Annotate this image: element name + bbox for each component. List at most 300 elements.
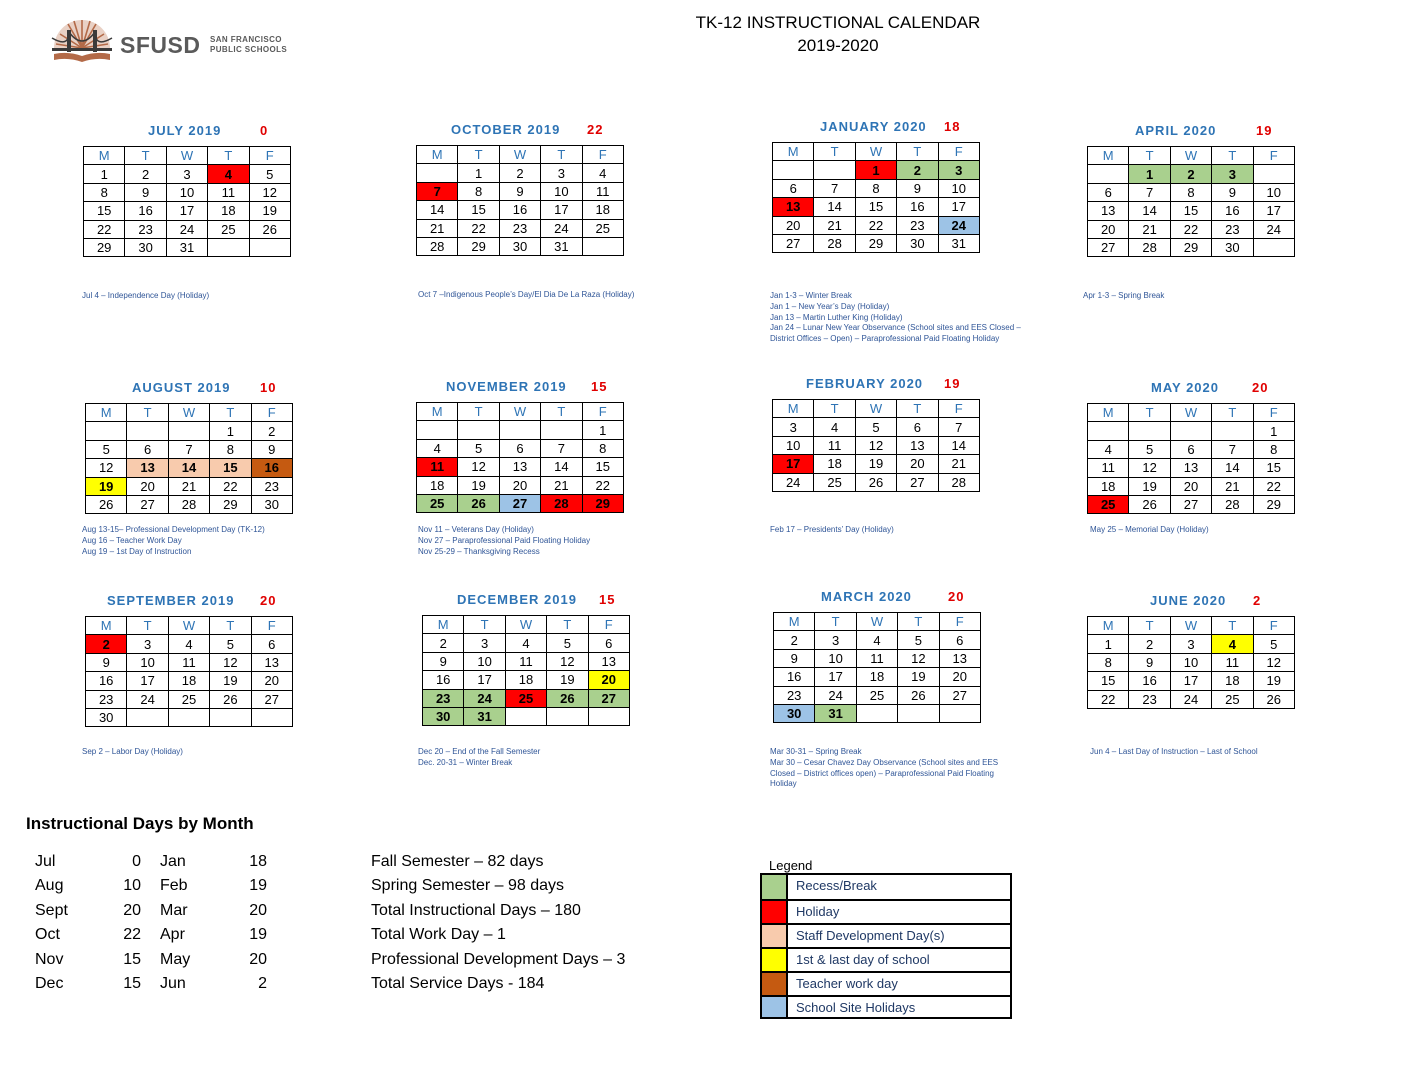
golden-gate-bridge-icon (50, 14, 114, 68)
month-header (1087, 380, 1297, 398)
day-cell: 9 (897, 179, 938, 197)
day-cell: 26 (898, 686, 939, 704)
day-cell: 31 (464, 707, 505, 725)
day-cell: 27 (1088, 238, 1129, 256)
page-title: TK-12 INSTRUCTIONAL CALENDAR (695, 13, 981, 32)
day-cell: 21 (417, 219, 458, 237)
day-cell: 6 (499, 439, 540, 457)
day-cell: 18 (1088, 477, 1129, 495)
month-header (422, 592, 632, 610)
month-name: AUGUST 2019 (132, 380, 231, 395)
day-cell: 17 (541, 201, 582, 219)
day-cell: 4 (582, 164, 623, 182)
day-cell: 19 (86, 477, 127, 495)
day-cell: 17 (1253, 202, 1294, 220)
month-header (416, 379, 626, 397)
day-cell: 7 (1129, 183, 1170, 201)
weekday-header: T (125, 147, 166, 165)
weekday-header: F (1253, 147, 1294, 165)
summary-line: Professional Development Days – 3 (371, 950, 626, 968)
day-cell: 22 (1088, 690, 1129, 708)
day-cell: 3 (127, 635, 168, 653)
month-header (85, 380, 295, 398)
empty-cell (582, 237, 623, 255)
legend-label: Recess/Break (796, 878, 877, 893)
weekday-header: F (582, 146, 623, 164)
weekday-header: T (208, 147, 249, 165)
day-cell: 18 (505, 671, 546, 689)
day-cell: 29 (210, 495, 251, 513)
day-cell: 28 (1212, 495, 1253, 513)
day-cell: 11 (856, 649, 897, 667)
note-line: Mar 30 – Cesar Chavez Day Observance (School sites and EES (770, 757, 999, 767)
day-cell: 4 (168, 635, 209, 653)
day-cell: 18 (1212, 672, 1253, 690)
month-calendar (773, 589, 983, 723)
day-cell: 22 (582, 476, 623, 494)
month-label: May (160, 950, 191, 968)
legend-label: School Site Holidays (796, 1000, 916, 1015)
day-cell: 3 (773, 418, 814, 436)
day-cell: 24 (815, 686, 856, 704)
day-cell: 6 (127, 440, 168, 458)
day-cell: 7 (814, 179, 855, 197)
day-cell: 23 (774, 686, 815, 704)
month-table (85, 616, 293, 727)
legend-swatch (762, 901, 788, 923)
day-cell: 12 (1253, 653, 1294, 671)
legend-swatch (762, 875, 788, 899)
day-cell: 26 (249, 220, 290, 238)
day-cell: 4 (1212, 635, 1253, 653)
empty-cell (127, 422, 168, 440)
day-cell: 27 (499, 494, 540, 512)
day-cell: 26 (86, 495, 127, 513)
day-cell: 16 (251, 459, 292, 477)
day-cell: 15 (1253, 459, 1294, 477)
day-cell: 30 (1212, 238, 1253, 256)
day-cell: 28 (541, 494, 582, 512)
weekday-header: T (464, 616, 505, 634)
day-cell: 30 (774, 704, 815, 722)
month-label: Jul (35, 853, 56, 870)
day-cell: 3 (815, 631, 856, 649)
day-cell: 14 (541, 458, 582, 476)
day-cell: 2 (423, 634, 464, 652)
day-cell: 31 (541, 237, 582, 255)
day-cell: 31 (938, 234, 979, 252)
day-cell: 12 (249, 183, 290, 201)
summary-line: Fall Semester – 82 days (371, 853, 544, 870)
day-cell: 10 (938, 179, 979, 197)
day-cell: 19 (855, 455, 896, 473)
day-cell: 1 (84, 165, 125, 183)
weekday-header: T (541, 146, 582, 164)
day-cell: 17 (127, 672, 168, 690)
day-cell: 29 (1253, 495, 1294, 513)
day-cell: 8 (582, 439, 623, 457)
note-line: Jan 13 – Martin Luther King (Holiday) (770, 312, 903, 322)
note-line: Dec. 20-31 – Winter Break (418, 757, 513, 767)
month-name: JULY 2019 (148, 123, 222, 138)
weekday-header: T (547, 616, 588, 634)
day-cell: 12 (458, 458, 499, 476)
note-line: Dec 20 – End of the Fall Semester (418, 747, 541, 756)
day-cell: 5 (898, 631, 939, 649)
day-cell: 23 (251, 477, 292, 495)
day-cell: 24 (166, 220, 207, 238)
weekday-header: F (938, 400, 979, 418)
day-cell: 12 (855, 436, 896, 454)
day-cell: 29 (582, 494, 623, 512)
month-name: JANUARY 2020 (820, 119, 927, 134)
summary-line: Total Service Days - 184 (371, 975, 545, 992)
month-header (773, 589, 983, 607)
month-table (773, 612, 981, 723)
day-cell: 6 (1088, 183, 1129, 201)
day-cell: 7 (938, 418, 979, 436)
day-cell: 9 (499, 182, 540, 200)
day-cell: 2 (1170, 165, 1211, 183)
day-cell: 6 (588, 634, 629, 652)
day-cell: 10 (166, 183, 207, 201)
day-cell: 25 (814, 473, 855, 491)
month-header (772, 376, 982, 394)
day-cell: 11 (814, 436, 855, 454)
day-cell: 7 (541, 439, 582, 457)
day-cell: 24 (1170, 690, 1211, 708)
day-cell: 3 (541, 164, 582, 182)
empty-cell (856, 704, 897, 722)
empty-cell (168, 422, 209, 440)
day-cell: 21 (168, 477, 209, 495)
legend-item (762, 971, 1010, 995)
month-notes (82, 525, 342, 557)
empty-cell (1253, 238, 1294, 256)
empty-cell (1088, 422, 1129, 440)
day-cell: 5 (210, 635, 251, 653)
month-name: MARCH 2020 (821, 589, 912, 604)
weekday-header: T (814, 400, 855, 418)
day-cell: 26 (547, 689, 588, 707)
day-cell: 22 (1170, 220, 1211, 238)
legend-item (762, 875, 1010, 899)
note-line: Jul 4 – Independence Day (Holiday) (82, 291, 210, 300)
month-calendar (416, 379, 626, 513)
day-cell: 30 (86, 708, 127, 726)
month-header (1087, 123, 1297, 141)
note-line: Aug 13-15– Professional Development Day (TK-12) (82, 525, 265, 534)
empty-cell (547, 707, 588, 725)
day-cell: 9 (1212, 183, 1253, 201)
weekday-header: W (168, 617, 209, 635)
empty-cell (814, 161, 855, 179)
weekday-header: F (1253, 404, 1294, 422)
day-cell: 23 (1212, 220, 1253, 238)
day-cell: 16 (774, 668, 815, 686)
weekday-header: W (855, 400, 896, 418)
day-cell: 22 (855, 216, 896, 234)
day-cell: 26 (1129, 495, 1170, 513)
day-cell: 27 (251, 690, 292, 708)
empty-cell (1212, 422, 1253, 440)
day-cell: 17 (464, 671, 505, 689)
day-cell: 29 (1170, 238, 1211, 256)
empty-cell (458, 421, 499, 439)
day-cell: 15 (855, 198, 896, 216)
day-cell: 15 (84, 202, 125, 220)
day-cell: 13 (1170, 459, 1211, 477)
day-cell: 16 (1129, 672, 1170, 690)
empty-cell (127, 708, 168, 726)
day-cell: 23 (1129, 690, 1170, 708)
logo-wordmark: SFUSD (120, 32, 201, 58)
month-notes (418, 525, 678, 557)
weekday-header: F (251, 404, 292, 422)
day-cell: 14 (938, 436, 979, 454)
month-header (83, 123, 293, 141)
month-header (772, 119, 982, 137)
month-header (1087, 593, 1297, 611)
day-cell: 9 (86, 653, 127, 671)
day-cell: 4 (814, 418, 855, 436)
month-days: 20 (249, 901, 267, 919)
day-cell: 21 (814, 216, 855, 234)
empty-cell (1253, 165, 1294, 183)
day-cell: 22 (458, 219, 499, 237)
day-cell: 1 (458, 164, 499, 182)
day-cell: 2 (86, 635, 127, 653)
legend-item (762, 947, 1010, 971)
month-notes (1090, 747, 1350, 758)
day-cell: 18 (168, 672, 209, 690)
summary-line: Spring Semester – 98 days (371, 877, 564, 895)
month-table (416, 145, 624, 256)
weekday-header: W (855, 143, 896, 161)
day-cell: 17 (773, 455, 814, 473)
day-cell: 3 (464, 634, 505, 652)
day-cell: 4 (1088, 440, 1129, 458)
weekday-header: T (127, 617, 168, 635)
empty-cell (249, 238, 290, 256)
day-cell: 24 (541, 219, 582, 237)
weekday-header: W (499, 146, 540, 164)
day-cell: 17 (938, 198, 979, 216)
day-cell: 9 (251, 440, 292, 458)
month-name: DECEMBER 2019 (457, 592, 577, 607)
day-cell: 18 (417, 476, 458, 494)
instructional-days-title: Instructional Days by Month (26, 814, 254, 833)
day-cell: 14 (1129, 202, 1170, 220)
day-cell: 19 (547, 671, 588, 689)
month-name: OCTOBER 2019 (451, 122, 561, 137)
month-day-count: 20 (260, 593, 277, 608)
legend (760, 873, 1012, 1019)
day-cell: 8 (855, 179, 896, 197)
note-line: Mar 30-31 – Spring Break (770, 747, 862, 756)
weekday-header: W (1170, 617, 1211, 635)
weekday-header: M (417, 403, 458, 421)
month-label: Feb (160, 877, 188, 895)
weekday-header: M (417, 146, 458, 164)
month-label: Oct (35, 926, 60, 944)
day-cell: 27 (773, 234, 814, 252)
day-cell: 16 (897, 198, 938, 216)
month-day-count: 0 (260, 123, 269, 138)
weekday-header: M (86, 404, 127, 422)
day-cell: 3 (1170, 635, 1211, 653)
day-cell: 5 (855, 418, 896, 436)
day-cell: 13 (1088, 202, 1129, 220)
day-cell: 2 (897, 161, 938, 179)
weekday-header: F (582, 403, 623, 421)
day-cell: 12 (86, 459, 127, 477)
weekday-header: T (1129, 147, 1170, 165)
empty-cell (251, 708, 292, 726)
month-calendar (1087, 380, 1297, 514)
month-calendar (85, 380, 295, 514)
month-days: 22 (123, 926, 141, 944)
month-name: FEBRUARY 2020 (806, 376, 924, 391)
day-cell: 17 (815, 668, 856, 686)
note-line: Apr 1-3 – Spring Break (1083, 291, 1165, 300)
month-label: Nov (35, 950, 64, 968)
day-cell: 24 (127, 690, 168, 708)
legend-swatch (762, 973, 788, 995)
day-cell: 29 (84, 238, 125, 256)
day-cell: 20 (773, 216, 814, 234)
legend-title: Legend (769, 858, 813, 873)
day-cell: 14 (1212, 459, 1253, 477)
day-cell: 31 (166, 238, 207, 256)
month-day-count: 20 (948, 589, 965, 604)
month-calendar (1087, 123, 1297, 257)
day-cell: 13 (499, 458, 540, 476)
day-cell: 1 (582, 421, 623, 439)
weekday-header: F (251, 617, 292, 635)
day-cell: 3 (1212, 165, 1253, 183)
day-cell: 10 (815, 649, 856, 667)
day-cell: 5 (249, 165, 290, 183)
month-table (1087, 403, 1295, 514)
day-cell: 31 (815, 704, 856, 722)
day-cell: 21 (938, 455, 979, 473)
day-cell: 16 (423, 671, 464, 689)
day-cell: 27 (939, 686, 980, 704)
note-line: Jan 24 – Lunar New Year Observance (School sites and EES Closed – (770, 323, 1021, 333)
legend-label: Teacher work day (796, 976, 898, 991)
note-line: Nov 25-29 – Thanksgiving Recess (418, 546, 540, 556)
note-line: Feb 17 – Presidents’ Day (Holiday) (770, 525, 894, 534)
day-cell: 28 (168, 495, 209, 513)
day-cell: 27 (588, 689, 629, 707)
weekday-header: T (897, 400, 938, 418)
day-cell: 16 (125, 202, 166, 220)
day-cell: 20 (1088, 220, 1129, 238)
month-label: Jan (160, 853, 186, 870)
day-cell: 30 (251, 495, 292, 513)
month-days: 19 (249, 877, 267, 895)
day-cell: 30 (423, 707, 464, 725)
month-days: 0 (132, 853, 141, 870)
weekday-header: M (1088, 404, 1129, 422)
day-cell: 5 (1253, 635, 1294, 653)
day-cell: 13 (897, 436, 938, 454)
month-header (85, 593, 295, 611)
day-cell: 15 (458, 201, 499, 219)
note-line: Closed – District offices open) – Paraprofessional Paid Floating (770, 768, 994, 778)
month-table (422, 615, 630, 726)
day-cell: 3 (166, 165, 207, 183)
month-table (416, 402, 624, 513)
day-cell: 5 (1129, 440, 1170, 458)
month-label: Jun (160, 975, 186, 992)
weekday-header: T (210, 617, 251, 635)
weekday-header: F (249, 147, 290, 165)
legend-label: Holiday (796, 904, 840, 919)
day-cell: 13 (773, 198, 814, 216)
day-cell: 4 (208, 165, 249, 183)
month-day-count: 22 (587, 122, 604, 137)
day-cell: 11 (1212, 653, 1253, 671)
day-cell: 8 (458, 182, 499, 200)
legend-swatch (762, 949, 788, 971)
month-days: 20 (123, 901, 141, 919)
empty-cell (499, 421, 540, 439)
day-cell: 15 (1088, 672, 1129, 690)
day-cell: 5 (86, 440, 127, 458)
month-label: Aug (35, 877, 64, 895)
day-cell: 25 (208, 220, 249, 238)
day-cell: 19 (249, 202, 290, 220)
weekday-header: M (1088, 617, 1129, 635)
day-cell: 15 (1170, 202, 1211, 220)
weekday-header: F (588, 616, 629, 634)
day-cell: 7 (1212, 440, 1253, 458)
day-cell: 3 (938, 161, 979, 179)
day-cell: 20 (499, 476, 540, 494)
day-cell: 20 (127, 477, 168, 495)
day-cell: 1 (1253, 422, 1294, 440)
day-cell: 26 (855, 473, 896, 491)
month-calendar (83, 123, 293, 257)
month-notes (770, 291, 1030, 345)
month-calendar (85, 593, 295, 727)
weekday-header: T (897, 143, 938, 161)
weekday-header: T (458, 403, 499, 421)
day-cell: 1 (1129, 165, 1170, 183)
day-cell: 16 (1212, 202, 1253, 220)
weekday-header: T (814, 143, 855, 161)
day-cell: 14 (168, 459, 209, 477)
day-cell: 29 (855, 234, 896, 252)
empty-cell (168, 708, 209, 726)
empty-cell (898, 704, 939, 722)
day-cell: 17 (1170, 672, 1211, 690)
day-cell: 13 (588, 652, 629, 670)
weekday-header: T (1129, 617, 1170, 635)
day-cell: 30 (125, 238, 166, 256)
weekday-header: T (127, 404, 168, 422)
day-cell: 24 (1253, 220, 1294, 238)
month-day-count: 15 (599, 592, 616, 607)
day-cell: 12 (1129, 459, 1170, 477)
day-cell: 19 (1253, 672, 1294, 690)
weekday-header: M (423, 616, 464, 634)
day-cell: 19 (1129, 477, 1170, 495)
month-days: 2 (258, 975, 267, 992)
note-line: Nov 27 – Paraprofessional Paid Floating Holiday (418, 535, 591, 545)
